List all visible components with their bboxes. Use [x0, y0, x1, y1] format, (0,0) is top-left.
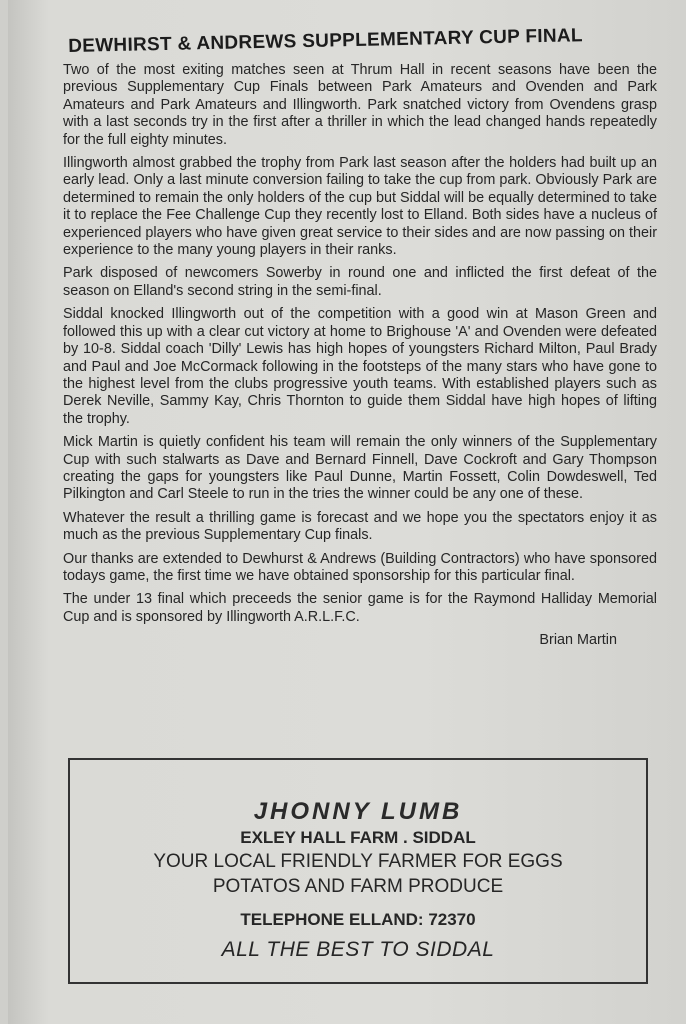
paragraph: Our thanks are extended to Dewhurst & Andrews (Building Contractors) who have sponsored todays game, the first time we have obtained sponsorship for this particular final. [63, 550, 657, 584]
paragraph: Illingworth almost grabbed the trophy from Park last season after the holders had built up an early lead. Only a last minute conversion failing to take the cup from park. Obviously Park are determined to remain the only holders of the cup but Siddal will be equally determined to take it to replace the Fee Challenge Cup they recently lost to Elland. Both sides have a nucleus of experienced players who have given great service to their sides and are now passing on their experience to the many young players in their ranks. [63, 155, 657, 259]
advert-closing: ALL THE BEST TO SIDDAL [221, 938, 495, 961]
advert-telephone: TELEPHONE ELLAND: 72370 [240, 910, 476, 929]
paragraph: Two of the most exiting matches seen at Thrum Hall in recent seasons have been the previous Supplementary Cup Finals between Park Amateurs and Ovenden and Park Amateurs and Park Amateurs and Illingworth. Park snatched victory from Ovendens grasp with a last seconds try in the first after a thriller in which the lead changed hands repeatedly for the full eighty minutes. [63, 62, 657, 148]
author-signature: Brian Martin [539, 632, 617, 649]
paragraph: The under 13 final which preceeds the senior game is for the Raymond Halliday Memorial Cup and is sponsored by Illingworth A.R.L.F.C. [63, 591, 657, 625]
article-body [63, 62, 657, 656]
paragraph: Mick Martin is quietly confident his team will remain the only winners of the Supplementary Cup with such stalwarts as Dave and Bernard Finnell, Dave Cockroft and Gary Thompson creating the gaps for youngsters like Paul Dunne, Martin Fossett, Colin Dowdeswell, Ted Pilkington and Carl Steele to run in the tries the winner could be any one of these. [63, 434, 657, 503]
advert-name: JHONNY LUMB [253, 798, 463, 825]
advert-slogan-1: YOUR LOCAL FRIENDLY FARMER FOR EGGS [153, 851, 563, 872]
paragraph: Park disposed of newcomers Sowerby in round one and inflicted the first defeat of the season on Elland's second string in the semi-final. [63, 265, 657, 299]
article-title: DEWHIRST & ANDREWS SUPPLEMENTARY CUP FINAL [68, 25, 584, 57]
advert-slogan-2: POTATOS AND FARM PRODUCE [212, 876, 504, 897]
advert-farm: EXLEY HALL FARM . SIDDAL [240, 828, 476, 847]
programme-page [8, 0, 686, 1024]
paragraph: Whatever the result a thrilling game is forecast and we hope you the spectators enjoy it as much as the previous Supplementary Cup finals. [63, 509, 657, 544]
advert-box [68, 758, 648, 984]
paragraph: Siddal knocked Illingworth out of the competition with a good win at Mason Green and followed this up with a clear cut victory at home to Brighouse 'A' and Ovenden were defeated by 10-8. Siddal coach 'Dilly' Lewis has high hopes of youngsters Richard Milton, Paul Brady and Paul and Joe McCormack following in the footsteps of the many stars who have gone to the highest level from the clubs progressive youth teams. With established players such as Derek Neville, Sammy Kay, Chris Thornton to guide them Siddal have high hopes of lifting the trophy. [63, 306, 657, 427]
